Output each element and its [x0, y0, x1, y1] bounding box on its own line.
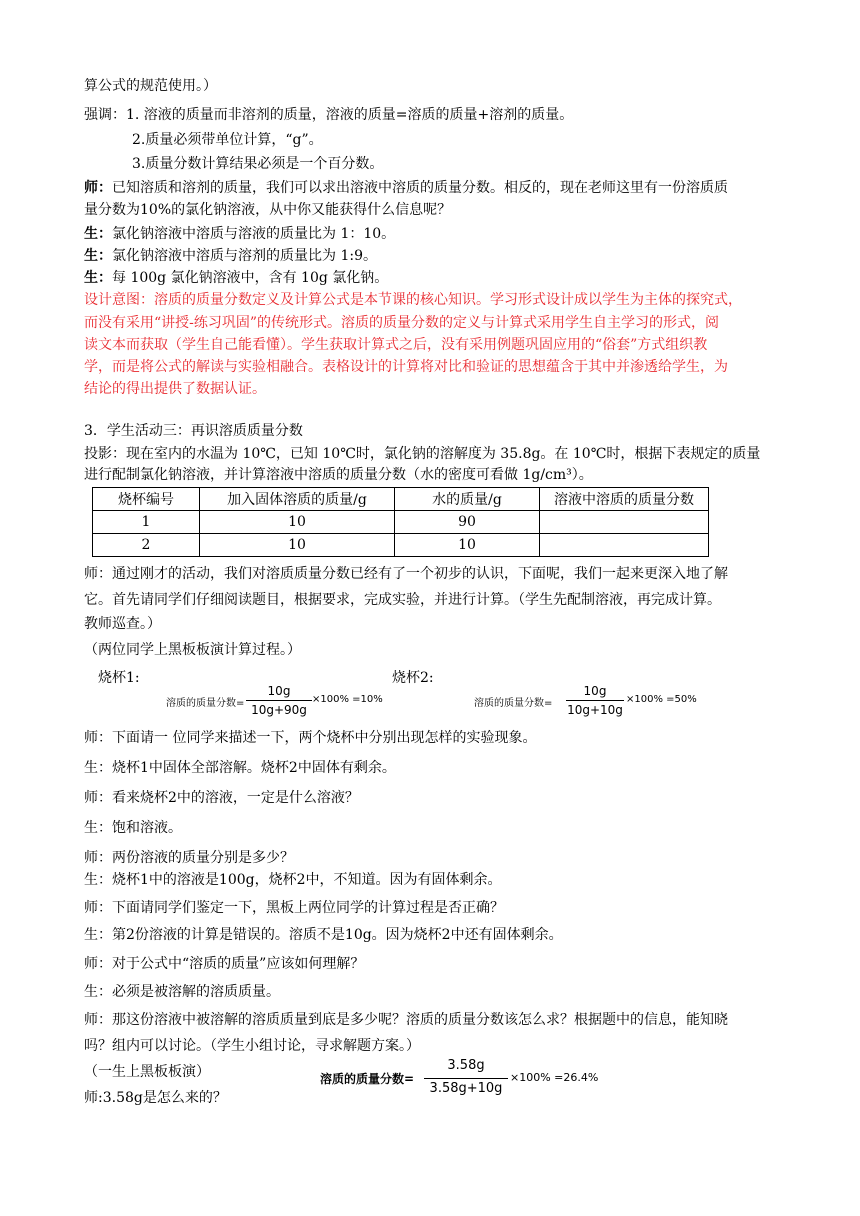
text-line: 师：下面请一 位同学来描述一下，两个烧杯中分别出现怎样的实验现象。 [84, 730, 537, 746]
text-line: 师：通过刚才的活动，我们对溶质质量分数已经有了一个初步的认识，下面呢，我们一起来更深入地了解 [84, 566, 728, 582]
text-line: 师：那这份溶液中被溶解的溶质质量到底是多少呢？溶质的质量分数该怎么求？根据题中的信息，能知晓 [84, 1012, 728, 1028]
fraction-bar [424, 1078, 508, 1079]
formula-label: 溶质的质量分数= [166, 698, 245, 709]
text-line: 生：烧杯1中固体全部溶解。烧杯2中固体有剩余。 [84, 760, 396, 776]
text-line: 算公式的规范使用。） [84, 78, 217, 94]
section-title: 3．学生活动三：再识溶质质量分数 [84, 423, 303, 439]
text-line: 师:3.58g是怎么来的？ [84, 1090, 227, 1106]
formula-result: ×100% =10% [312, 694, 383, 705]
formula-numerator: 10g [267, 684, 291, 698]
table-cell [540, 511, 709, 534]
text-line: 师：对于公式中“溶质的质量”应该如何理解？ [84, 956, 365, 972]
table-cell: 2 [93, 534, 200, 557]
table-cell: 10 [395, 534, 540, 557]
speaker-student: 生： [84, 270, 112, 286]
table-cell: 1 [93, 511, 200, 534]
text-line: 量分数为10%的氯化钠溶液，从中你又能获得什么信息呢？ [84, 202, 452, 218]
speaker-student: 生： [84, 248, 112, 264]
text-line: 它。首先请同学们仔细阅读题目，根据要求，完成实验，并进行计算。（学生先配制溶液，再完成计算。 [84, 592, 721, 608]
beaker-table [92, 487, 709, 557]
text-line: （一生上黑板板演） [84, 1064, 210, 1080]
table-row [93, 511, 709, 534]
formula-result: ×100% =26.4% [510, 1071, 599, 1084]
table-header-cell: 溶液中溶质的质量分数 [540, 488, 709, 511]
text-line: 师：两份溶液的质量分别是多少？ [84, 850, 294, 866]
text-line: 生：烧杯1中的溶液是100g，烧杯2中，不知道。因为有固体剩余。 [84, 872, 502, 888]
text-line: 强调：1. 溶液的质量而非溶剂的质量，溶液的质量=溶质的质量+溶剂的质量。 [84, 107, 574, 123]
table-cell [540, 534, 709, 557]
formula-numerator: 10g [583, 684, 607, 698]
text-line: 师：下面请同学们鉴定一下，黑板上两位同学的计算过程是否正确？ [84, 900, 504, 916]
text-line: 生：饱和溶液。 [84, 820, 182, 836]
text-line: 生：必须是被溶解的溶质质量。 [84, 984, 280, 1000]
formula-label: 溶质的质量分数= [474, 698, 553, 709]
text-line: （两位同学上黑板板演计算过程。） [84, 642, 301, 658]
fraction-bar [566, 700, 624, 701]
formula-saturated [320, 1058, 600, 1100]
table-header-cell: 烧杯编号 [93, 488, 200, 511]
formula-result: ×100% =50% [626, 694, 697, 705]
design-intent-line: 读文本而获取（学生自己能看懂）。学生获取计算式之后，没有采用例题巩固应用的“俗套”方式组织教 [84, 337, 708, 353]
design-intent-line: 学，而是将公式的解读与实验相融合。表格设计的计算将对比和验证的思想蕴含于其中并渗透给学生，为 [84, 359, 728, 375]
formula-beaker1 [166, 684, 386, 720]
text-line: 2.质量必须带单位计算，“g”。 [132, 132, 323, 148]
design-intent-line: 而没有采用“讲授-练习巩固”的传统形式。溶质的质量分数的定义与计算式采用学生自主学习的形式，阅 [84, 315, 720, 331]
table-header-cell: 水的质量/g [395, 488, 540, 511]
speaker-student: 生： [84, 226, 112, 242]
formula-numerator: 3.58g [447, 1058, 485, 1073]
beaker1-label: 烧杯1: [98, 670, 140, 686]
formula-label: 溶质的质量分数= [320, 1072, 415, 1086]
formula-denominator: 3.58g+10g [429, 1081, 503, 1096]
fraction-bar [246, 700, 312, 701]
table-header-cell: 加入固体溶质的质量/g [200, 488, 395, 511]
table-cell: 90 [395, 511, 540, 534]
design-intent-line: 设计意图：溶质的质量分数定义及计算公式是本节课的核心知识。学习形式设计成以学生为主体的探究式， [84, 292, 742, 308]
teacher-line: 师：已知溶质和溶剂的质量，我们可以求出溶液中溶质的质量分数。相反的，现在老师这里有一份溶质质 [84, 180, 728, 196]
projection-line: 投影：现在室内的水温为 10℃，已知 10℃时，氯化钠的溶解度为 35.8g。在 10℃时，根据下表规定的质量 [84, 446, 761, 462]
formula-denominator: 10g+10g [567, 703, 623, 717]
student-line: 生：氯化钠溶液中溶质与溶剂的质量比为 1:9。 [84, 248, 377, 264]
text-line: 师：看来烧杯2中的溶液，一定是什么溶液？ [84, 790, 359, 806]
formula-beaker2 [474, 684, 714, 720]
table-row [93, 534, 709, 557]
beaker2-label: 烧杯2: [392, 670, 434, 686]
text-line: 吗？组内可以讨论。（学生小组讨论，寻求解题方案。） [84, 1038, 420, 1054]
table-header-row [93, 488, 709, 511]
speaker-teacher: 师： [84, 180, 112, 196]
table-cell: 10 [200, 511, 395, 534]
table-cell: 10 [200, 534, 395, 557]
design-intent-line: 结论的得出提供了数据认证。 [84, 381, 266, 397]
formula-denominator: 10g+90g [251, 703, 307, 717]
student-line: 生：每 100g 氯化钠溶液中，含有 10g 氯化钠。 [84, 270, 389, 286]
text-line: 3.质量分数计算结果必须是一个百分数。 [132, 156, 384, 172]
text-line: 教师巡查。） [84, 616, 161, 632]
projection-line: 进行配制氯化钠溶液，并计算溶液中溶质的质量分数（水的密度可看做 1g/cm³）。 [84, 467, 593, 483]
text-line: 生：第2份溶液的计算是错误的。溶质不是10g。因为烧杯2中还有固体剩余。 [84, 927, 563, 943]
student-line: 生：氯化钠溶液中溶质与溶液的质量比为 1：10。 [84, 226, 396, 242]
